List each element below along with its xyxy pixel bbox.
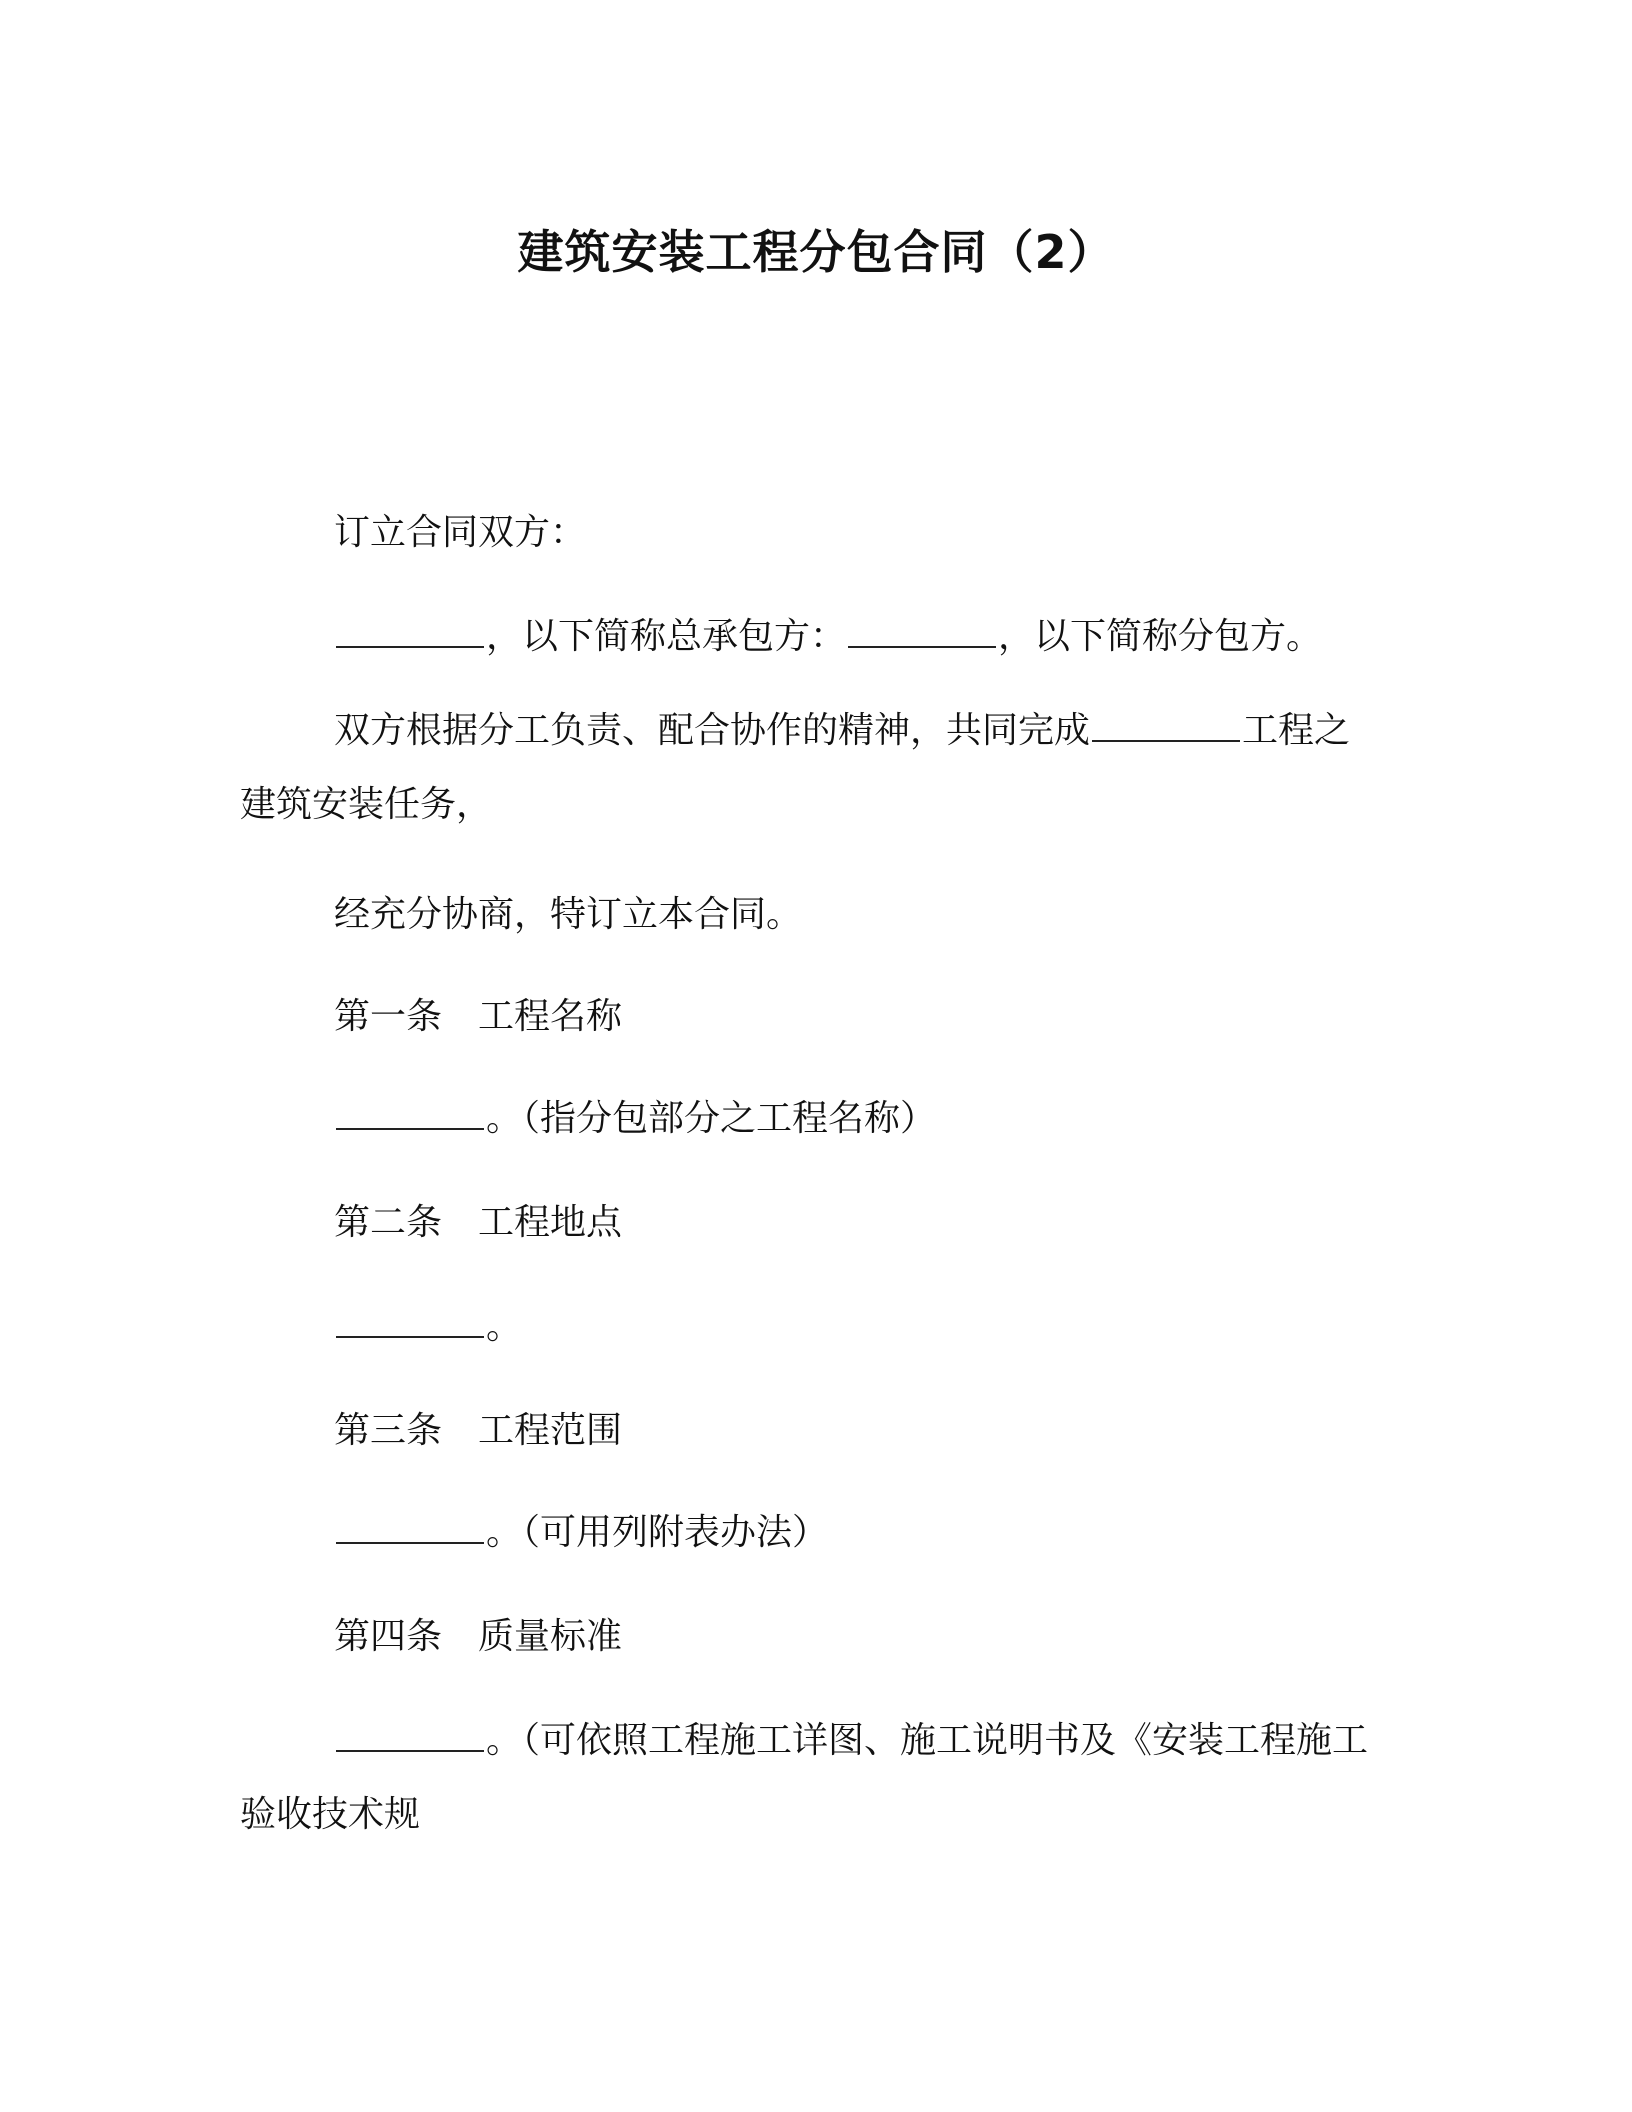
agreement-text: 经充分协商，特订立本合同。 — [334, 894, 803, 935]
article-note: 。（指分包部分之工程名称） — [486, 1098, 937, 1139]
intro-text: 订立合同双方： — [334, 512, 587, 553]
blank-field — [336, 1098, 484, 1130]
article-note: 。（可依照工程施工详图、施工说明书及《安装工程施工验收技术规 — [240, 1720, 1369, 1835]
article-title: 工程范围 — [478, 1410, 623, 1451]
article-heading — [240, 980, 1380, 1054]
article-number: 第一条 — [334, 996, 443, 1037]
parties-text-2: ，以下简称分包方。 — [998, 616, 1323, 657]
article-heading — [240, 1600, 1380, 1674]
article-heading — [240, 1394, 1380, 1468]
article-content — [240, 1704, 1380, 1852]
article-heading — [240, 1186, 1380, 1260]
article-content — [240, 1290, 1380, 1364]
article-content — [240, 1082, 1380, 1156]
article-content — [240, 1496, 1380, 1570]
article-title: 工程名称 — [478, 996, 623, 1037]
purpose-paragraph — [240, 694, 1380, 842]
article-title: 质量标准 — [478, 1616, 623, 1657]
blank-field — [336, 616, 484, 648]
blank-field — [336, 1306, 484, 1338]
purpose-text-after: 工程之建筑安装任务， — [240, 710, 1351, 825]
parties-text-1: ，以下简称总承包方： — [486, 616, 847, 657]
blank-field — [336, 1720, 484, 1752]
article-note: 。（可用列附表办法） — [486, 1512, 829, 1553]
purpose-text-before: 双方根据分工负责、配合协作的精神，共同完成 — [334, 710, 1091, 751]
document-title: 建筑安装工程分包合同（2） — [517, 225, 1115, 279]
blank-field — [1092, 710, 1240, 742]
parties-line — [240, 600, 1380, 674]
article-number: 第四条 — [334, 1616, 443, 1657]
article-title: 工程地点 — [478, 1202, 623, 1243]
blank-field — [848, 616, 996, 648]
article-note: 。 — [486, 1306, 523, 1347]
article-number: 第三条 — [334, 1410, 443, 1451]
agreement-line — [240, 878, 1380, 952]
blank-field — [336, 1512, 484, 1544]
intro-line — [240, 496, 1380, 570]
article-number: 第二条 — [334, 1202, 443, 1243]
